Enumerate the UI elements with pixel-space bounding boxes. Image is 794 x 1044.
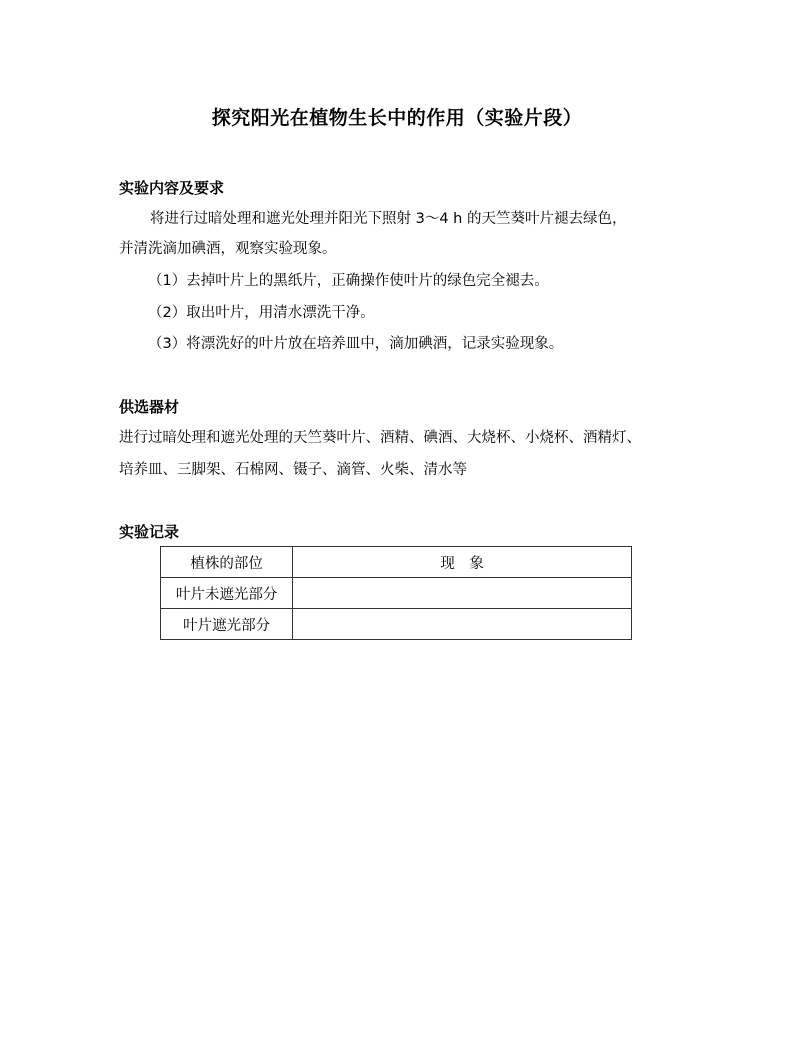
step-1: （1）去掉叶片上的黑纸片，正确操作使叶片的绿色完全褪去。	[148, 273, 549, 289]
table-row	[161, 609, 632, 640]
row-label-shaded: 叶片遮光部分	[161, 609, 293, 640]
row-label-unshaded: 叶片未遮光部分	[161, 578, 293, 609]
content-heading: 实验内容及要求	[119, 179, 225, 197]
materials-line-2: 培养皿、三脚架、石棉网、镊子、滴管、火柴、清水等	[119, 462, 467, 478]
header-phenomenon: 现 象	[293, 547, 632, 578]
page-title: 探究阳光在植物生长中的作用（实验片段）	[211, 107, 583, 129]
row-value-shaded	[293, 609, 632, 640]
header-part: 植株的部位	[161, 547, 293, 578]
record-table	[160, 546, 632, 640]
materials-line-1: 进行过暗处理和遮光处理的天竺葵叶片、酒精、碘酒、大烧杯、小烧杯、酒精灯、	[119, 430, 641, 446]
step-2: （2）取出叶片，用清水漂洗干净。	[148, 305, 375, 321]
step-3: （3）将漂洗好的叶片放在培养皿中，滴加碘酒，记录实验现象。	[148, 336, 564, 352]
intro-line-2: 并清洗滴加碘酒，观察实验现象。	[119, 241, 337, 257]
record-heading: 实验记录	[119, 523, 180, 541]
table-header-row	[161, 547, 632, 578]
row-value-unshaded	[293, 578, 632, 609]
intro-line-1: 将进行过暗处理和遮光处理并阳光下照射 3～4 h 的天竺葵叶片褪去绿色，	[150, 211, 627, 227]
table-row	[161, 578, 632, 609]
materials-heading: 供选器材	[119, 398, 180, 416]
